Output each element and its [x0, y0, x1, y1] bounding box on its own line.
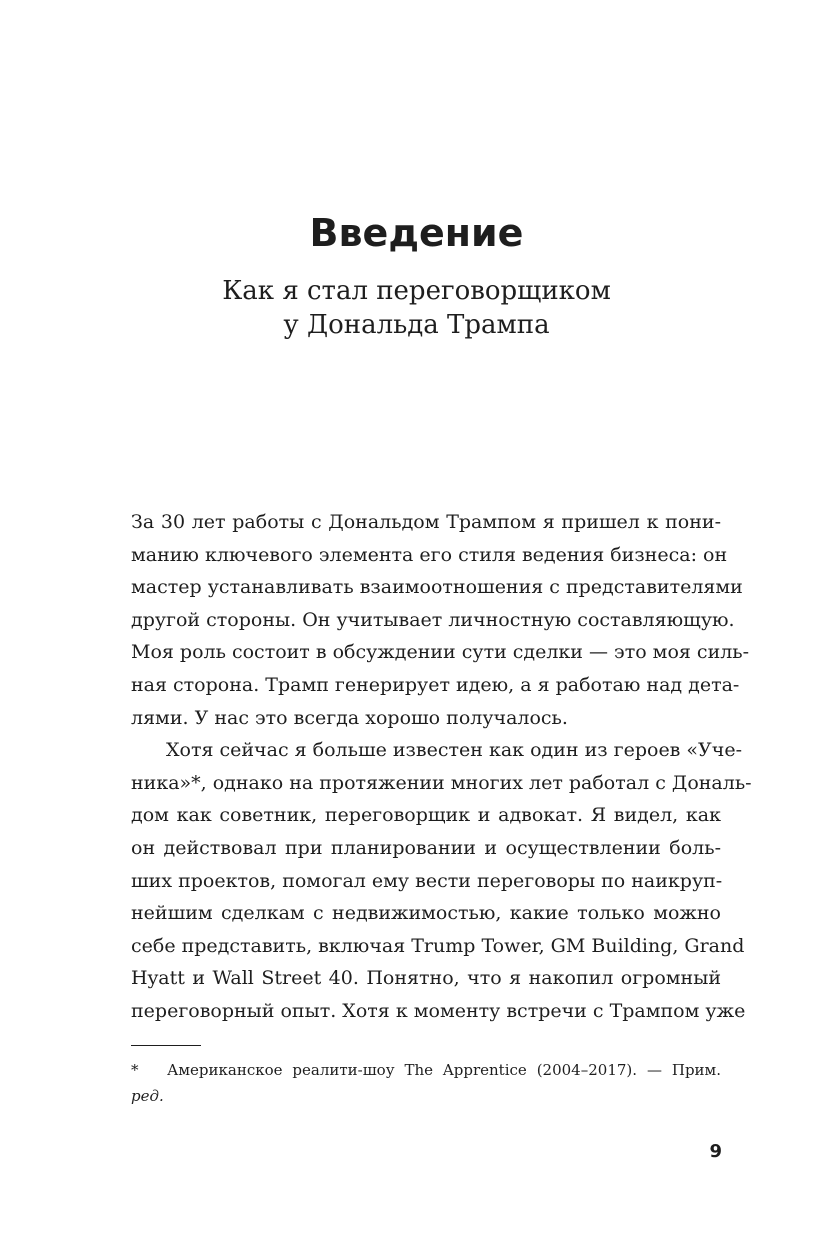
- footnote-marker: *: [131, 1061, 139, 1079]
- text-line: За 30 лет работы с Дональдом Трампом я пришел к пони-: [131, 511, 721, 533]
- text-line: ная сторона. Трамп генерирует идею, а я работаю над дета-: [131, 673, 740, 696]
- chapter-title: Введение: [309, 211, 524, 255]
- paragraph-2: [131, 734, 752, 1027]
- chapter-subtitle: [0, 274, 833, 342]
- paragraph-1: [131, 506, 750, 734]
- text-line: лями. У нас это всегда хорошо получалось.: [131, 706, 568, 729]
- text-line: Моя роль состоит в обсуждении сути сделки — это моя силь-: [131, 641, 750, 664]
- footnote-body: [131, 1057, 721, 1109]
- body-text: [131, 506, 752, 1028]
- page-number: 9: [709, 1141, 722, 1162]
- footnote-editor-note: ред.: [131, 1087, 164, 1105]
- text-line: переговорный опыт. Хотя к моменту встречи с Трампом уже: [131, 999, 746, 1022]
- subtitle-line: у Дональда Трампа: [283, 310, 550, 340]
- text-line: Hyatt и Wall Street 40. Понятно, что я накопил огромный: [131, 967, 721, 990]
- footnote: [131, 1057, 721, 1109]
- text-line: ших проектов, помогал ему вести переговоры по наикруп-: [131, 869, 723, 892]
- footnote-divider: [131, 1045, 201, 1046]
- text-line: другой стороны. Он учитывает личностную составляющую.: [131, 608, 735, 631]
- subtitle-line: Как я стал переговорщиком: [222, 276, 611, 306]
- text-line: нейшим сделкам с недвижимостью, какие только можно: [131, 902, 721, 925]
- text-line: себе представить, включая Trump Tower, GM Building, Grand: [131, 934, 745, 957]
- text-line: манию ключевого элемента его стиля ведения бизнеса: он: [131, 543, 728, 566]
- text-line: мастер устанавливать взаимоотношения с представителями: [131, 576, 743, 599]
- text-line: ника»*, однако на протяжении многих лет работал с Дональ-: [131, 771, 752, 794]
- text-line: дом как советник, переговорщик и адвокат. Я видел, как: [131, 804, 721, 827]
- footnote-text: Американское реалити-шоу The Apprentice (2004–2017). — Прим.: [167, 1061, 721, 1079]
- text-line: он действовал при планировании и осуществлении боль-: [131, 836, 721, 859]
- text-line: Хотя сейчас я больше известен как один из героев «Уче-: [166, 739, 743, 762]
